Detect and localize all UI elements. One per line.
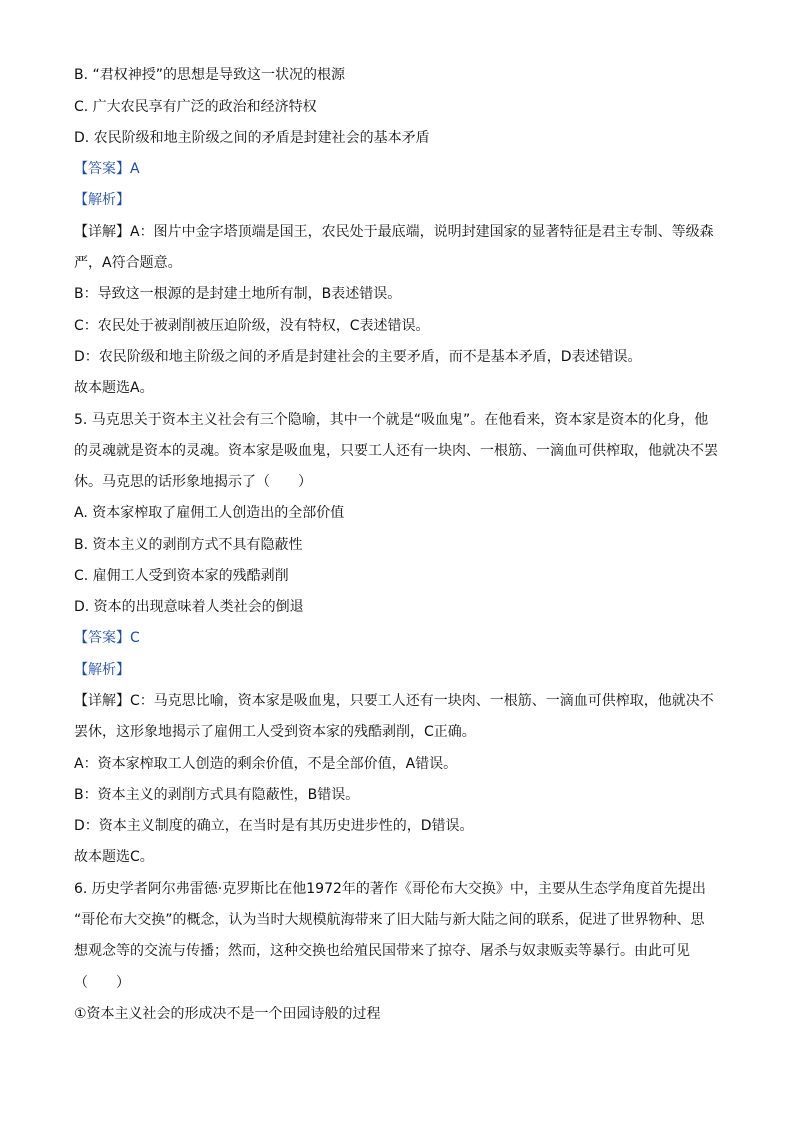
q4-detail-line: 严，A符合题意。 [74, 255, 182, 271]
q5-detail-line: B：资本主义的剥削方式具有隐蔽性，B错误。 [74, 787, 360, 803]
q4-option-b: B. “君权神授”的思想是导致这一状况的根源 [74, 67, 346, 83]
q5-stem: 的灵魂就是资本的灵魂。资本家是吸血鬼，只要工人还有一块肉、一根筋、一滴血可供榨取，他就决不罢 [74, 443, 718, 459]
q5-conclusion: 故本题选C。 [74, 849, 154, 865]
q4-answer: 【答案】A [74, 161, 140, 177]
q5-answer: 【答案】C [74, 630, 140, 646]
q4-analysis-heading: 【解析】 [74, 192, 130, 208]
q5-option-b: B. 资本主义的剥削方式不具有隐蔽性 [74, 537, 303, 553]
q6-stem: 6. 历史学者阿尔弗雷德·克罗斯比在他1972年的著作《哥伦布大交换》中，主要从生态学角度首先提出 [74, 881, 706, 897]
q6-statement-1: ①资本主义社会的形成决不是一个田园诗般的过程 [74, 1006, 381, 1022]
q4-conclusion: 故本题选A。 [74, 380, 154, 396]
q4-detail-line: C：农民处于被剥削被压迫阶级，没有特权，C表述错误。 [74, 318, 430, 334]
q6-stem: 想观念等的交流与传播；然而，这种交换也给殖民国带来了掠夺、屠杀与奴隶贩卖等暴行。由此可见 [74, 943, 690, 959]
q5-option-c: C. 雇佣工人受到资本家的残酷剥削 [74, 568, 289, 584]
q5-detail-line: 【详解】C：马克思比喻，资本家是吸血鬼，只要工人还有一块肉、一根筋、一滴血可供榨取，他就决不 [74, 693, 714, 709]
q4-detail-line: B：导致这一根源的是封建土地所有制，B表述错误。 [74, 286, 402, 302]
q5-stem: 5. 马克思关于资本主义社会有三个隐喻，其中一个就是“吸血鬼”。在他看来，资本家是资本的化身，他 [74, 412, 709, 428]
q5-detail-line: D：资本主义制度的确立，在当时是有其历史进步性的，D错误。 [74, 818, 474, 834]
q4-detail-line: 【详解】A：图片中金字塔顶端是国王，农民处于最底端，说明封建国家的显著特征是君主专制、等级森 [74, 224, 714, 240]
q5-detail-line: A：资本家榨取工人创造的剩余价值，不是全部价值，A错误。 [74, 756, 458, 772]
q4-detail-line: D：农民阶级和地主阶级之间的矛盾是封建社会的主要矛盾，而不是基本矛盾，D表述错误。 [74, 349, 642, 365]
q5-stem: 休。马克思的话形象地揭示了（ ） [74, 474, 312, 490]
q6-stem: “哥伦布大交换”的概念，认为当时大规模航海带来了旧大陆与新大陆之间的联系，促进了世界物种、思 [74, 912, 705, 928]
q6-blank: （ ） [74, 975, 130, 991]
q5-option-d: D. 资本的出现意味着人类社会的倒退 [74, 599, 304, 615]
q5-detail-line: 罢休，这形象地揭示了雇佣工人受到资本家的残酷剥削，C正确。 [74, 724, 476, 740]
q5-analysis-heading: 【解析】 [74, 662, 130, 678]
q4-option-d: D. 农民阶级和地主阶级之间的矛盾是封建社会的基本矛盾 [74, 130, 430, 146]
q4-option-c: C. 广大农民享有广泛的政治和经济特权 [74, 99, 317, 115]
q5-option-a: A. 资本家榨取了雇佣工人创造出的全部价值 [74, 505, 345, 521]
